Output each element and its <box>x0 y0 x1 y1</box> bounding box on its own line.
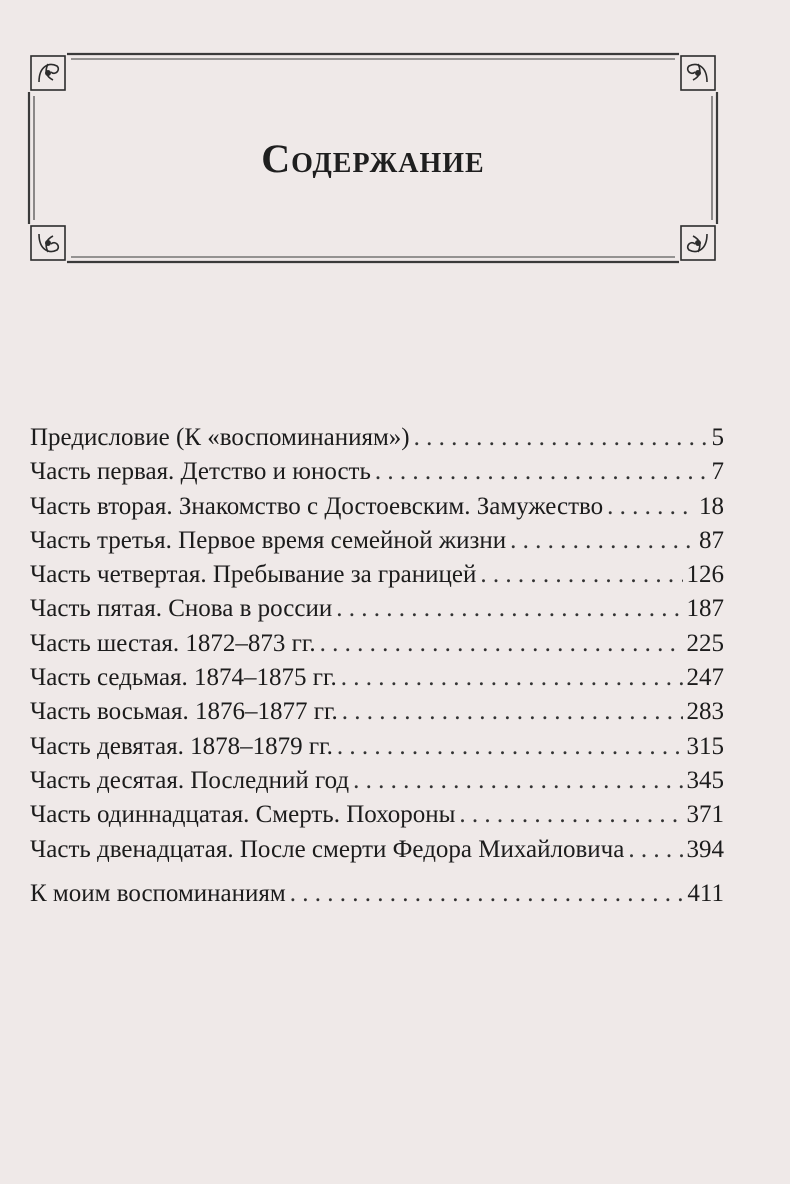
corner-ornament-top-left <box>31 56 65 90</box>
toc-entry <box>30 421 724 455</box>
toc-entry-page-number: 394 <box>686 835 724 863</box>
toc-entry-title: Часть вторая. Знакомство с Достоевским. Замужество <box>30 492 604 520</box>
toc-entry-page-number: 315 <box>686 732 724 760</box>
dot-leader <box>607 490 695 524</box>
toc-entry <box>30 661 724 695</box>
dot-leader <box>320 627 683 661</box>
toc-entry <box>30 833 724 867</box>
toc-entry-page-number: 283 <box>686 698 724 726</box>
corner-ornament-top-right <box>681 56 715 90</box>
dot-leader <box>459 798 682 832</box>
toc-entry <box>30 798 724 832</box>
toc-entry-page-number: 371 <box>686 801 724 829</box>
toc-entry-title: Часть третья. Первое время семейной жизни <box>30 526 507 554</box>
dot-leader <box>337 730 683 764</box>
toc-entry-title: Часть восьмая. 1876–1877 гг. <box>30 698 338 726</box>
toc-entry-page-number: 87 <box>699 526 724 554</box>
toc-entry-title: Часть четвертая. Пребывание за границей <box>30 561 477 589</box>
toc-entry <box>30 592 724 626</box>
toc-entry-title: Часть двенадцатая. После смерти Федора Михайловича <box>30 835 625 863</box>
toc-entry-page-number: 187 <box>686 595 724 623</box>
toc-entry <box>30 730 724 764</box>
toc-entry-page-number: 247 <box>686 664 724 692</box>
dot-leader <box>480 558 682 592</box>
title-frame <box>27 52 719 264</box>
toc-entry <box>30 455 724 489</box>
toc-entry <box>30 490 724 524</box>
dot-leader <box>342 695 683 729</box>
corner-ornament-bottom-left <box>31 226 65 260</box>
dot-leader <box>510 524 695 558</box>
table-of-contents <box>30 421 724 911</box>
toc-entry-title: Часть первая. Детство и юность <box>30 458 371 486</box>
toc-entry-title: Часть седьмая. 1874–1875 гг. <box>30 664 337 692</box>
toc-entry-page-number: 18 <box>699 492 724 520</box>
toc-entry-page-number: 7 <box>711 458 724 486</box>
toc-entry-page-number: 225 <box>686 629 724 657</box>
dot-leader <box>375 455 708 489</box>
corner-ornament-bottom-right <box>681 226 715 260</box>
toc-entry <box>30 558 724 592</box>
toc-entry-title: Часть десятая. Последний год <box>30 766 350 794</box>
toc-entry <box>30 764 724 798</box>
toc-entry <box>30 627 724 661</box>
toc-entry-title: Часть одиннадцатая. Смерть. Похороны <box>30 801 456 829</box>
toc-entry-page-number: 5 <box>711 424 724 451</box>
toc-entry-title: К моим воспоминаниям <box>30 879 286 907</box>
toc-entry-page-number: 411 <box>687 879 724 907</box>
toc-entry-title: Часть шестая. 1872–873 гг. <box>30 629 316 657</box>
dot-leader <box>341 661 683 695</box>
dot-leader <box>628 833 682 867</box>
toc-entry-title: Часть девятая. 1878–1879 гг. <box>30 732 333 760</box>
dot-leader <box>353 764 682 798</box>
dot-leader <box>290 877 684 911</box>
page-title: Содержание <box>261 136 485 181</box>
toc-entry-title: Предисловие (К «воспоминаниям») <box>30 424 410 451</box>
toc-entry <box>30 695 724 729</box>
toc-entry <box>30 877 724 911</box>
toc-entry-title: Часть пятая. Снова в россии <box>30 595 333 623</box>
dot-leader <box>414 421 708 455</box>
toc-entry-page-number: 345 <box>686 766 724 794</box>
toc-entry <box>30 524 724 558</box>
dot-leader <box>336 592 682 626</box>
toc-entry-page-number: 126 <box>686 561 724 589</box>
